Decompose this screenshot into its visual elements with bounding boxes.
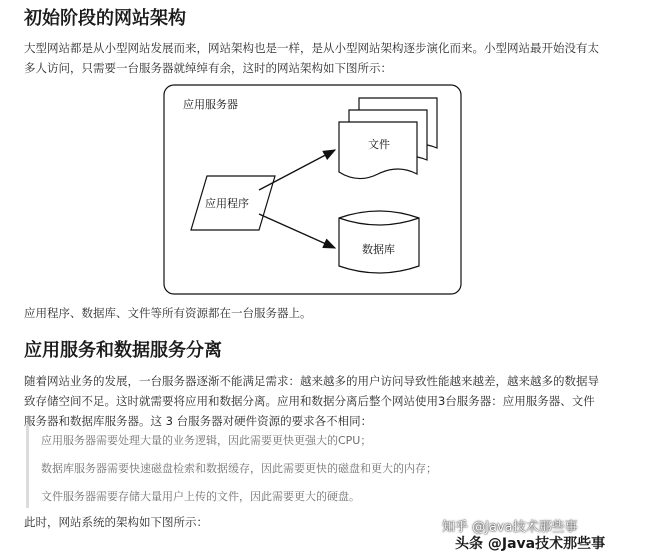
section-heading-service-separation: 应用服务和数据服务分离 (24, 340, 222, 361)
diagram-graphics (163, 84, 463, 296)
database-label: 数据库 (362, 243, 395, 256)
file-label: 文件 (368, 138, 390, 151)
watermark-zhihu: 知乎 @Java技术那些事 (442, 520, 578, 535)
summary-line: 应用程序、数据库、文件等所有资源都在一台服务器上。 (24, 306, 312, 320)
separation-paragraph (24, 371, 624, 431)
section-heading-initial-architecture: 初始阶段的网站架构 (24, 8, 186, 29)
intro-paragraph (24, 38, 624, 78)
quote-item-app-server: 应用服务器需要处理大量的业务逻辑，因此需要更快更强大的CPU； (41, 434, 372, 447)
intro-line-1: 大型网站都是从小型网站发展而来，网站架构也是一样，是从小型网站架构逐步演化而来。小型网站最开始没有太 (24, 41, 599, 55)
requirements-blockquote (26, 424, 601, 508)
program-label: 应用程序 (205, 197, 249, 210)
quote-item-file-server: 文件服务器需要存储大量用户上传的文件，因此需要更大的硬盘。 (41, 490, 360, 503)
quote-item-db-server: 数据库服务器需要快速磁盘检索和数据缓存，因此需要更快的磁盘和更大的内存； (41, 462, 437, 475)
intro-line-2: 多人访问，只需要一台服务器就绰绰有余，这时的网站架构如下图所示： (24, 61, 392, 75)
single-server-diagram (163, 84, 463, 296)
server-container-label: 应用服务器 (183, 98, 238, 111)
separation-line-3: 服务器和数据库服务器。这 3 台服务器对硬件资源的要求各不相同： (24, 414, 373, 428)
separation-line-2: 致存储空间不足。这时就需要将应用和数据分离。应用和数据分离后整个网站使用3台服务器：应用服务器、文件 (24, 394, 595, 408)
summary-paragraph (24, 303, 624, 323)
watermark-toutiao: 头条 @Java技术那些事 (455, 536, 606, 552)
separation-line-1: 随着网站业务的发展，一台服务器逐渐不能满足需求：越来越多的用户访问导致性能越来越差，越来越多的数据导 (24, 374, 599, 388)
closing-line: 此时，网站系统的架构如下图所示： (24, 515, 208, 529)
